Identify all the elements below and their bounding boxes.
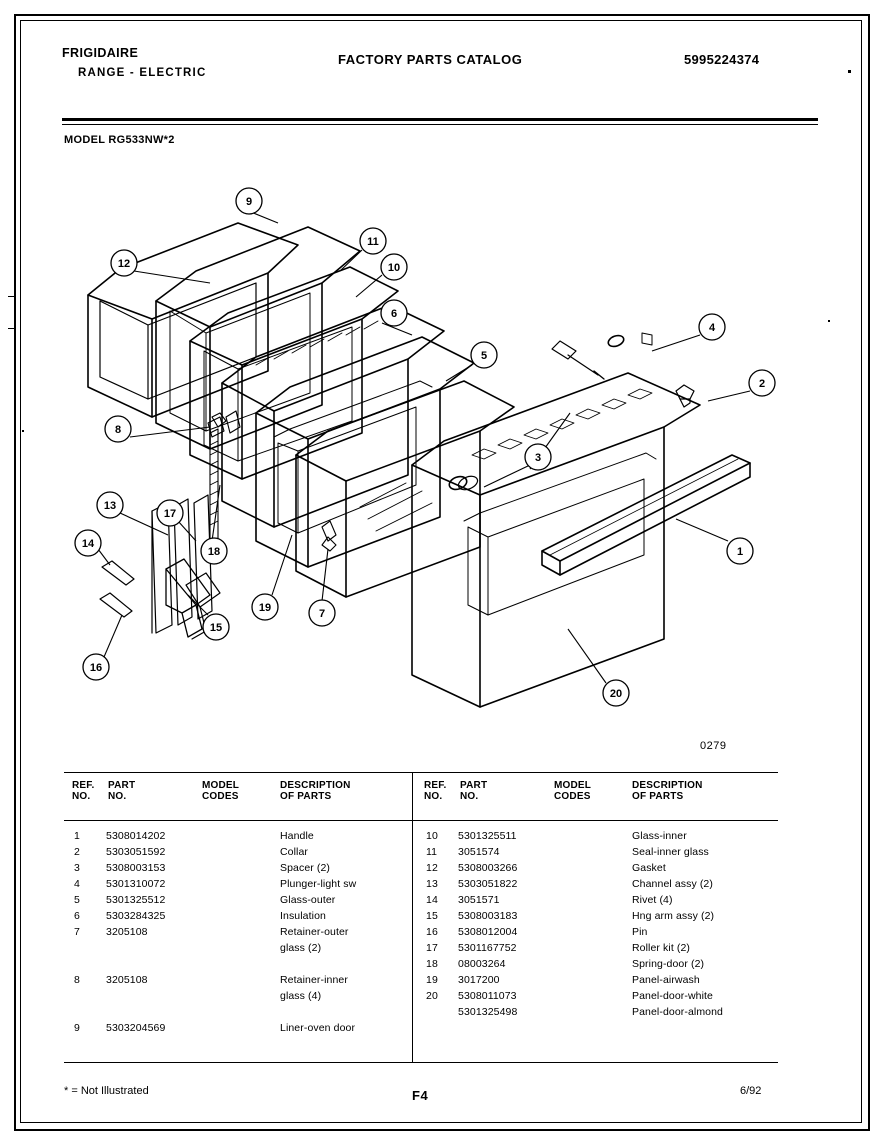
cell-ref-no: 19 — [426, 974, 438, 986]
table-row — [64, 958, 412, 974]
table-row — [416, 862, 764, 878]
table-row — [416, 894, 764, 910]
svg-text:14: 14 — [81, 538, 95, 550]
svg-text:9: 9 — [245, 196, 253, 208]
header-desc-line1: DESCRIPTION — [632, 780, 703, 791]
cell-part-no: 5308003153 — [106, 862, 166, 874]
table-row — [416, 958, 764, 974]
table-row — [416, 926, 764, 942]
cell-description: Seal-inner glass — [632, 846, 709, 858]
scan-mark — [22, 430, 24, 432]
table-row — [416, 974, 764, 990]
cell-description: Panel-door-almond — [632, 1006, 724, 1018]
svg-text:2: 2 — [758, 378, 766, 390]
cell-part-no: 5303204569 — [106, 1022, 166, 1034]
cell-part-no: 3051571 — [458, 894, 500, 906]
table-row — [416, 910, 764, 926]
cell-description: Panel-door-white — [632, 990, 713, 1002]
cell-description: Plunger-light sw — [280, 878, 357, 890]
cell-part-no: 3017200 — [458, 974, 500, 986]
header-model-codes — [554, 780, 591, 802]
table-row — [64, 846, 412, 862]
page-title: FACTORY PARTS CATALOG — [338, 52, 523, 67]
table-row — [416, 878, 764, 894]
figure-code: 0279 — [700, 740, 727, 752]
exploded-diagram — [60, 155, 820, 755]
header-description — [632, 780, 703, 802]
cell-description: Rivet (4) — [632, 894, 673, 906]
table-header-left — [64, 780, 412, 820]
table-row — [416, 846, 764, 862]
cell-part-no: 5308003183 — [458, 910, 518, 922]
table-header-right — [416, 780, 764, 820]
header-part-line2: NO. — [460, 791, 479, 802]
cell-description: Spring-door (2) — [632, 958, 705, 970]
header-model-line1: MODEL — [554, 780, 592, 791]
svg-text:8: 8 — [114, 424, 122, 436]
cell-ref-no: 12 — [426, 862, 438, 874]
header-part-no — [460, 780, 487, 802]
cell-ref-no: 1 — [74, 830, 80, 842]
cell-ref-no: 2 — [74, 846, 80, 858]
svg-text:12: 12 — [117, 258, 131, 270]
parts-column-right — [416, 780, 764, 1018]
cell-part-no: 5301325498 — [458, 1006, 518, 1018]
cell-description: Liner-oven door — [280, 1022, 356, 1034]
cell-ref-no: 9 — [74, 1022, 80, 1034]
table-row — [64, 974, 412, 990]
cell-ref-no: 8 — [74, 974, 80, 986]
table-row — [64, 990, 412, 1006]
cell-ref-no: 13 — [426, 878, 438, 890]
header-model-line2: CODES — [554, 791, 591, 802]
header-rule-thick — [62, 118, 818, 121]
model-designation: MODEL RG533NW*2 — [64, 134, 175, 146]
table-row — [64, 1006, 412, 1022]
footnote: * = Not Illustrated — [64, 1085, 149, 1097]
cell-part-no: 5308011073 — [458, 990, 517, 1002]
cell-description: Panel-airwash — [632, 974, 700, 986]
cell-ref-no: 3 — [74, 862, 80, 874]
scan-mark — [828, 320, 830, 322]
header-ref-line1: REF. — [424, 780, 447, 791]
cell-part-no: 5308014202 — [106, 830, 166, 842]
svg-text:20: 20 — [609, 688, 623, 700]
cell-part-no: 5301167752 — [458, 942, 517, 954]
cell-part-no: 5308012004 — [458, 926, 518, 938]
parts-rows-left — [64, 830, 412, 1038]
svg-text:1: 1 — [736, 546, 744, 558]
svg-text:10: 10 — [387, 262, 401, 274]
table-row — [416, 942, 764, 958]
header-part-no — [108, 780, 135, 802]
cell-ref-no: 10 — [426, 830, 438, 842]
scan-mark — [848, 70, 851, 73]
cell-description: Roller kit (2) — [632, 942, 690, 954]
cell-part-no: 5308003266 — [458, 862, 518, 874]
cell-description: Gasket — [632, 862, 666, 874]
cell-part-no: 5303051592 — [106, 846, 166, 858]
cell-part-no: 5301310072 — [106, 878, 166, 890]
svg-text:6: 6 — [390, 308, 398, 320]
cell-ref-no: 11 — [426, 846, 438, 858]
header-desc-line1: DESCRIPTION — [280, 780, 351, 791]
header-ref-line1: REF. — [72, 780, 95, 791]
product-type: RANGE - ELECTRIC — [78, 67, 207, 79]
cell-ref-no: 17 — [426, 942, 438, 954]
header-ref-line2: NO. — [424, 791, 443, 802]
cell-description: Pin — [632, 926, 648, 938]
table-row — [64, 878, 412, 894]
cell-ref-no: 7 — [74, 926, 80, 938]
header-part-line2: NO. — [108, 791, 127, 802]
svg-text:16: 16 — [89, 662, 103, 674]
header-ref-no — [72, 780, 94, 802]
cell-ref-no: 5 — [74, 894, 80, 906]
cell-description: glass (2) — [280, 942, 322, 954]
cell-part-no: 3205108 — [106, 926, 148, 938]
parts-column-left — [64, 780, 412, 1034]
cell-ref-no: 20 — [426, 990, 438, 1002]
cell-description: Collar — [280, 846, 309, 858]
cell-description: glass (4) — [280, 990, 322, 1002]
cell-ref-no: 14 — [426, 894, 438, 906]
header-rule-thin — [62, 124, 818, 125]
cell-ref-no: 18 — [426, 958, 438, 970]
header-desc-line2: OF PARTS — [280, 791, 332, 802]
table-row — [64, 1022, 412, 1038]
table-row — [416, 1006, 764, 1022]
svg-text:17: 17 — [163, 508, 177, 520]
header-model-line2: CODES — [202, 791, 239, 802]
cell-description: Handle — [280, 830, 314, 842]
table-rule-top — [64, 772, 778, 773]
cell-ref-no: 15 — [426, 910, 438, 922]
brand-name: FRIGIDAIRE — [62, 46, 139, 60]
table-row — [64, 942, 412, 958]
header-model-codes — [202, 780, 239, 802]
table-row — [64, 926, 412, 942]
cell-part-no: 5303284325 — [106, 910, 166, 922]
header-ref-no — [424, 780, 446, 802]
svg-text:15: 15 — [209, 622, 223, 634]
cell-part-no: 5303051822 — [458, 878, 518, 890]
svg-text:7: 7 — [318, 608, 326, 620]
header-description — [280, 780, 351, 802]
revision-date: 6/92 — [740, 1085, 762, 1097]
table-rule-header — [64, 820, 778, 821]
table-row — [64, 830, 412, 846]
svg-text:5: 5 — [480, 350, 488, 362]
cell-description: Retainer-outer — [280, 926, 349, 938]
cell-description: Insulation — [280, 910, 326, 922]
table-row — [416, 990, 764, 1006]
parts-rows-right — [416, 830, 764, 1022]
table-row — [64, 894, 412, 910]
cell-part-no: 3051574 — [458, 846, 500, 858]
svg-text:18: 18 — [207, 546, 221, 558]
table-row — [416, 830, 764, 846]
cell-part-no: 3205108 — [106, 974, 148, 986]
table-row — [64, 910, 412, 926]
cell-description: Glass-outer — [280, 894, 336, 906]
scan-mark — [8, 328, 14, 329]
catalog-number: 5995224374 — [684, 52, 760, 67]
svg-text:19: 19 — [258, 602, 272, 614]
svg-text:4: 4 — [708, 322, 716, 334]
header-part-line1: PART — [460, 780, 488, 791]
header-part-line1: PART — [108, 780, 136, 791]
cell-description: Channel assy (2) — [632, 878, 713, 890]
cell-ref-no: 16 — [426, 926, 438, 938]
header-desc-line2: OF PARTS — [632, 791, 684, 802]
table-column-divider — [412, 772, 413, 1063]
cell-ref-no: 4 — [74, 878, 80, 890]
header-ref-line2: NO. — [72, 791, 91, 802]
cell-part-no: 5301325511 — [458, 830, 517, 842]
svg-text:13: 13 — [103, 500, 117, 512]
table-rule-bottom — [64, 1062, 778, 1063]
cell-description: Retainer-inner — [280, 974, 348, 986]
scan-mark — [8, 296, 14, 297]
cell-ref-no: 6 — [74, 910, 80, 922]
svg-text:11: 11 — [367, 236, 379, 248]
svg-text:3: 3 — [534, 452, 542, 464]
header-model-line1: MODEL — [202, 780, 240, 791]
table-row — [64, 862, 412, 878]
page-number: F4 — [412, 1088, 429, 1103]
cell-part-no: 5301325512 — [106, 894, 166, 906]
cell-description: Spacer (2) — [280, 862, 331, 874]
cell-description: Glass-inner — [632, 830, 687, 842]
cell-description: Hng arm assy (2) — [632, 910, 715, 922]
cell-part-no: 08003264 — [458, 958, 506, 970]
